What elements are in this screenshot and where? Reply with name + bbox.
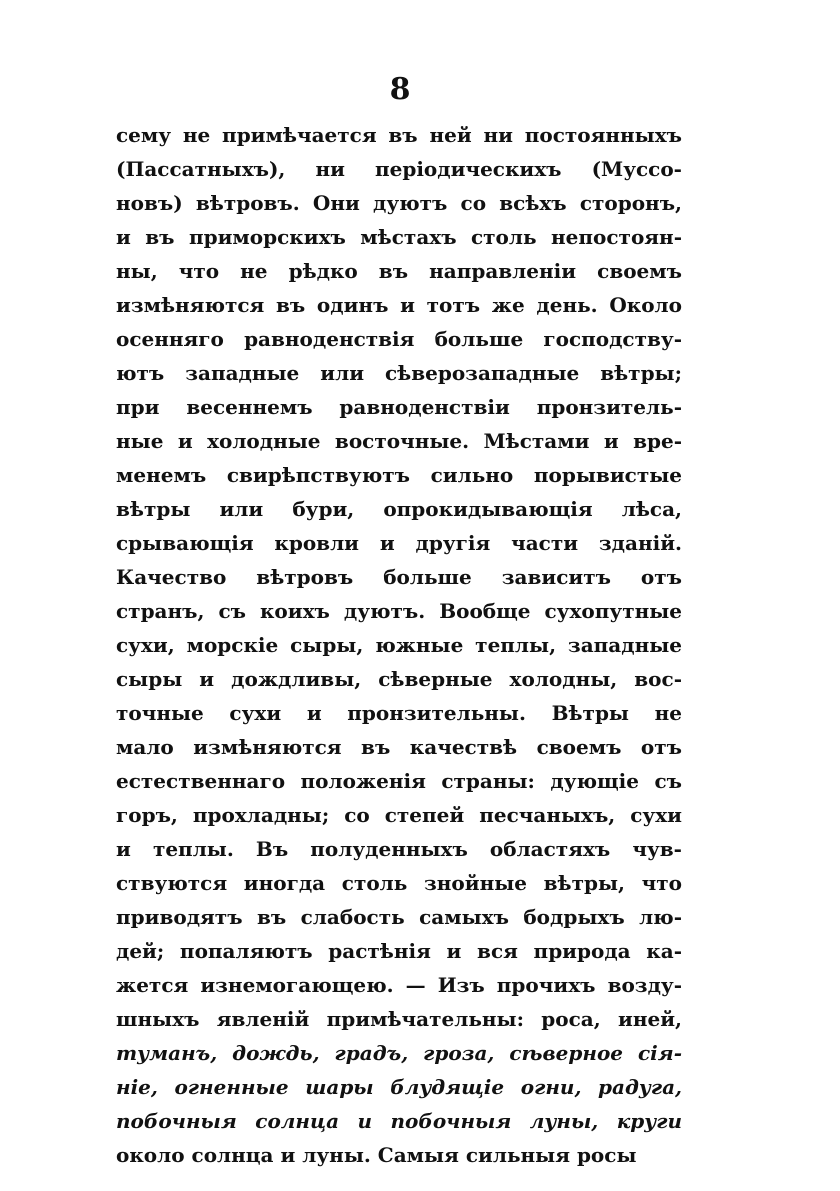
text-line: шныхъ явленій примѣчательны: роса, иней, — [116, 1007, 682, 1031]
text-line: сухи, морскіе сыры, южные теплы, западные — [116, 633, 682, 657]
text-line: точные сухи и пронзительны. Вѣтры не — [116, 701, 682, 725]
text-line: ютъ западные или сѣверозападные вѣтры; — [116, 361, 682, 385]
text-line: дей; попаляютъ растѣнія и вся природа ка- — [116, 939, 682, 963]
text-line: сему не примѣчается въ ней ни постоянныхъ — [116, 123, 682, 147]
text-line: жется изнемогающею. — Изъ прочихъ возду- — [116, 973, 682, 997]
text-line: странъ, съ коихъ дуютъ. Вообще сухопутные — [116, 599, 682, 623]
text-line: ны, что не рѣдко въ направленіи своемъ — [116, 259, 682, 283]
text-line: менемъ свирѣпствуютъ сильно порывистые — [116, 463, 682, 487]
page-number: 8 — [389, 72, 411, 107]
text-line: при весеннемъ равноденствіи пронзитель- — [116, 395, 682, 419]
text-line: измѣняются въ одинъ и тотъ же день. Около — [116, 293, 682, 317]
text-line: туманъ, дождь, градъ, гроза, сѣверное сія- — [116, 1041, 682, 1065]
text-line: около солнца и луны. Самыя сильныя росы — [116, 1143, 637, 1167]
text-line: и теплы. Въ полуденныхъ областяхъ чув- — [116, 837, 682, 861]
text-line: Качество вѣтровъ больше зависитъ отъ — [116, 565, 682, 589]
text-line: сыры и дождливы, сѣверные холодны, вос- — [116, 667, 682, 691]
text-line: вѣтры или бури, опрокидывающія лѣса, — [116, 497, 682, 521]
text-line: ствуются иногда столь знойные вѣтры, что — [116, 871, 682, 895]
text-line: срывающія кровли и другія части зданій. — [116, 531, 682, 555]
text-line: осенняго равноденствія больше господству- — [116, 327, 682, 351]
body-text — [116, 118, 682, 1172]
text-line: (Пассатныхъ), ни періодическихъ (Муссо- — [116, 157, 682, 181]
text-line: новъ) вѣтровъ. Они дуютъ со всѣхъ сторонъ, — [116, 191, 682, 215]
text-line: побочныя солнца и побочныя луны, круги — [116, 1109, 682, 1133]
text-line: мало измѣняются въ качествѣ своемъ отъ — [116, 735, 682, 759]
text-line: ные и холодные восточные. Мѣстами и вре- — [116, 429, 682, 453]
text-line: ніе, огненные шары блудящіе огни, радуга, — [116, 1075, 682, 1099]
text-line: горъ, прохладны; со степей песчаныхъ, сухи — [116, 803, 682, 827]
text-line: приводятъ въ слабость самыхъ бодрыхъ лю- — [116, 905, 682, 929]
text-line: и въ приморскихъ мѣстахъ столь непостоян- — [116, 225, 682, 249]
text-line: естественнаго положенія страны: дующіе съ — [116, 769, 682, 793]
